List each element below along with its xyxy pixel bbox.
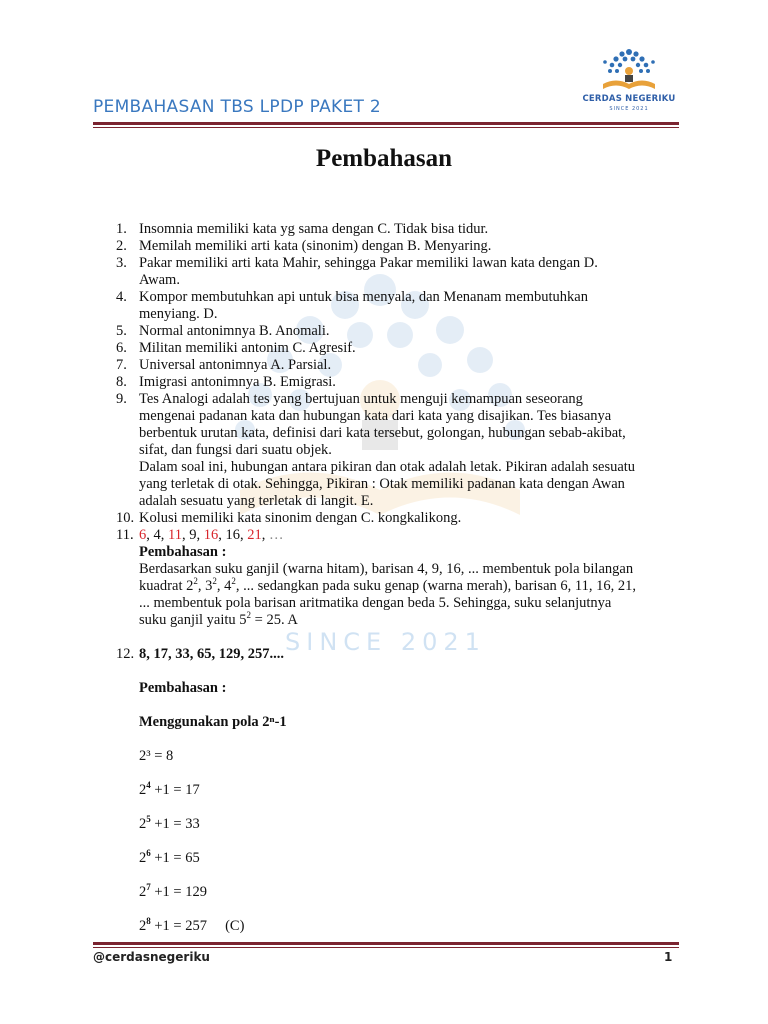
list-item (116, 289, 676, 323)
list-item (116, 357, 676, 374)
footer-rule (93, 942, 679, 948)
logo-since: SINCE 2021 (609, 106, 649, 112)
list-item (116, 374, 676, 391)
answer-list (116, 221, 676, 935)
list-item (116, 221, 676, 238)
sequence-term: 4 (153, 527, 161, 543)
sequence-term: , (239, 527, 248, 543)
sequence-12: 8, 17, 33, 65, 129, 257.... (139, 646, 284, 662)
cerdas-negeriku-logo (581, 44, 677, 120)
item-text-line: Memilah memiliki arti kata (sinonim) dengan B. Menyaring. (139, 238, 492, 254)
item-number: 6. (116, 340, 127, 356)
pembahasan-heading: Pembahasan : (139, 544, 227, 560)
item-text-line: Kompor membutuhkan api untuk bisa menyala, dan Menanam membutuhkan (139, 289, 588, 305)
calculation-step: 2³ = 8 (139, 748, 174, 764)
sequence-term: , (160, 527, 168, 543)
item-text-line: mengenai padanan kata dan hubungan kata dari kata yang disajikan. Tes biasanya (139, 408, 612, 424)
calculation-step: $2^4 +1 = 17$ (139, 780, 200, 798)
list-item-11 (116, 527, 676, 629)
sequence-term: 21 (247, 527, 262, 543)
watermark-since-text: SINCE 2021 (285, 628, 486, 656)
explanation-line: Berdasarkan suku ganjil (warna hitam), barisan 4, 9, 16, ... membentuk pola bilangan (139, 561, 634, 577)
explanation-line: ... membentuk pola barisan aritmatika dengan beda 5. Sehingga, suku selanjutnya (139, 595, 612, 611)
item-number: 4. (116, 289, 127, 305)
calculation-step: $2^5 +1 = 33$ (139, 814, 200, 832)
item-text-line: berbentuk urutan kata, definisi dari kata tersebut, golongan, hubungan sebab-akibat, (139, 425, 626, 441)
pembahasan-heading: Pembahasan : (139, 680, 227, 696)
calculation-step: $2^8 +1 = 257$ (C) (139, 916, 245, 934)
item-text-line: Normal antonimnya B. Anomali. (139, 323, 330, 339)
explanation-line: kuadrat $2^2$, $3^2$, $4^2$, ... sedangkan pada suku genap (warna merah), barisan 6, 11, 16, 21, (139, 576, 636, 594)
item-number: 5. (116, 323, 127, 339)
item-number: 2. (116, 238, 127, 254)
sequence-term: , (218, 527, 226, 543)
calculation-step: $2^7 +1 = 129$ (139, 882, 207, 900)
list-item (116, 510, 676, 527)
sequence-term: , (146, 527, 154, 543)
item-text-line: Dalam soal ini, hubungan antara pikiran dan otak adalah letak. Pikiran adalah sesuatu (139, 459, 636, 475)
sequence-term: , (181, 527, 190, 543)
item-text-line: yang terletak di otak. Sehingga, Pikiran : Otak memiliki padanan kata dengan Awan (139, 476, 625, 492)
item-text-line: sifat, dan fungsi dari suatu objek. (139, 442, 332, 458)
sequence-term: 9 (189, 527, 197, 543)
item-text-line: adalah sesuatu yang terletak di langit. E. (139, 493, 374, 509)
sequence-term: … (268, 527, 284, 543)
logo-name: CERDAS NEGERIKU (582, 94, 676, 104)
item-number: 3. (116, 255, 127, 271)
sequence-11 (139, 527, 676, 544)
sequence-term: 16 (225, 527, 240, 543)
item-text-line: Imigrasi antonimnya B. Emigrasi. (139, 374, 336, 390)
item-number: 10. (116, 510, 135, 526)
pattern-line: Menggunakan pola 2ⁿ-1 (139, 714, 287, 730)
item-number: 9. (116, 391, 127, 407)
list-item (116, 238, 676, 255)
sequence-term: 16 (203, 527, 219, 543)
sequence-term: , (261, 527, 269, 543)
list-item (116, 255, 676, 289)
list-item (116, 391, 676, 510)
footer-handle: @cerdasnegeriku (93, 950, 210, 964)
item-number: 1. (116, 221, 127, 237)
list-item-12 (116, 646, 676, 935)
page-number: 1 (664, 950, 673, 964)
header-title: PEMBAHASAN TBS LPDP PAKET 2 (93, 97, 382, 117)
calculation-step: $2^6 +1 = 65$ (139, 848, 200, 866)
page-title: Pembahasan (315, 145, 453, 172)
item-number: 8. (116, 374, 127, 390)
sequence-term: 6 (139, 527, 147, 543)
item-text-line: Insomnia memiliki kata yg sama dengan C. Tidak bisa tidur. (139, 221, 489, 237)
item-text-line: Universal antonimnya A. Parsial. (139, 357, 332, 373)
explanation-line: suku ganjil yaitu $5^2 = 25$. A (139, 610, 298, 628)
sequence-term: 11 (168, 527, 182, 543)
item-text-line: Pakar memiliki arti kata Mahir, sehingga Pakar memiliki lawan kata dengan D. (139, 255, 598, 271)
item-text-line: Militan memiliki antonim C. Agresif. (139, 340, 356, 356)
item-number: 11. (116, 527, 134, 543)
item-text-line: Awam. (139, 272, 180, 288)
tree-book-icon (581, 44, 677, 96)
list-item (116, 323, 676, 340)
header-rule (93, 122, 679, 128)
item-number: 7. (116, 357, 127, 373)
item-text-line: menyiang. D. (139, 306, 218, 322)
item-text-line: Tes Analogi adalah tes yang bertujuan untuk menguji kemampuan seseorang (139, 391, 583, 407)
sequence-term: , (196, 527, 204, 543)
item-number: 12. (116, 646, 135, 662)
item-text-line: Kolusi memiliki kata sinonim dengan C. kongkalikong. (139, 510, 462, 526)
list-item (116, 340, 676, 357)
